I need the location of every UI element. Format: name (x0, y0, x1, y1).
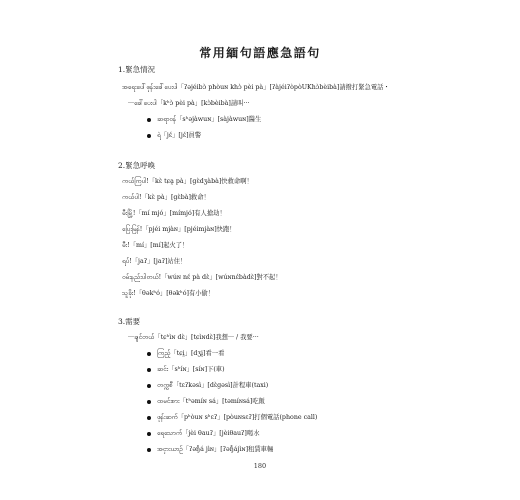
phrase-bullet-item (147, 444, 273, 455)
phrase-text: တက္ကစီ「tɛʔkəsì」[dɛ̀gəsì]計程車(taxi) (157, 382, 269, 389)
phrase-bullet-item (147, 348, 224, 359)
phrase-line: အရေးပေါ်ဖုန်းခေါ်ပေးပါ「ʔəjéibɔ̀ phòuɴ khɔ̀ pèi pà」[ʔàjéiʔòpòUKhɔ̀bèibà]請撥打緊急電話・ (122, 84, 390, 91)
bullet-icon (147, 448, 151, 452)
bullet-icon (147, 432, 151, 436)
phrase-text: ရဲ「jɛ́」[jɛ́]員警 (157, 132, 202, 139)
phrase-line: ကယ်ပါ!「kɛ̀ pà」[gɛ̀bà]救命！ (122, 194, 210, 201)
phrase-text: ဆရာဝန်「sʰəjàwuɴ」[sàjàwuɴ]醫生 (157, 116, 262, 123)
phrase-bullet-item (147, 396, 265, 407)
bullet-icon (147, 368, 151, 372)
phrase-bullet-item (147, 130, 201, 141)
phrase-line: ပြေးမြန်!「pjéi mjàɴ」[pjéimjàɴ]快跑！ (122, 226, 236, 233)
bullet-icon (147, 384, 151, 388)
phrase-line: မီးမြို့!「mí mjó」[mímjó]有人搶劫！ (122, 210, 226, 217)
phrase-text: ဖုန်းဆက်「pʰòuɴ sʰɛʔ」[pòuɴsɛʔ]打個電話(phone call) (157, 414, 318, 421)
section-heading-calls: 2.緊急呼喚 (118, 161, 156, 170)
phrase-text: ဆင်း「sʰíɴ」[síɴ]下(車) (157, 366, 225, 373)
phrase-bullet-item (147, 412, 317, 423)
page-number: 180 (253, 462, 267, 470)
phrase-bullet-item (147, 428, 260, 439)
phrase-line: ကယ်ကြပါ!「kɛ̀ tɕa̰ pà」[gɛ̀dʒàbà]快救命啊！ (122, 178, 253, 185)
phrase-text: ကြည့်「tɕḭ」[dʒḭ]看一看 (157, 350, 225, 357)
phrase-text: အငှားယာဉ်「ʔəŋ̊á jìɴ」[ʔəŋ̊ájìɴ]租賃車輛 (157, 446, 274, 453)
bullet-icon (147, 118, 151, 122)
bullet-icon (147, 134, 151, 138)
section-heading-needs: 3.需要 (118, 317, 141, 326)
bullet-icon (147, 400, 151, 404)
bullet-icon (147, 416, 151, 420)
phrase-line: ဝမ်းနည်းပါတယ်!「wúɴ nɛ́ pà dɛ̀」[wúɴnɛ́bàdɛ̀]對不起！ (122, 274, 282, 281)
section-heading-emergency: 1.緊急情況 (118, 65, 156, 74)
bullet-icon (147, 352, 151, 356)
phrase-line: မီး!「mí」[mí]起火了！ (122, 242, 189, 249)
phrase-line: ···ချင်တယ်「tɕʰìɴ dɛ̀」[tɕìɴdɛ̀]我想··· / 我要··· (128, 334, 259, 341)
phrase-bullet-item (147, 364, 225, 375)
page-title: 常用緬句語應急語句 (199, 46, 321, 60)
phrase-text: ရေသောက်「jèi θauʔ」[jèiθauʔ]喝水 (157, 430, 260, 437)
phrase-text: ထမင်းစား「tʰəmíɴ sá」[təmíɴsá]吃飯 (157, 398, 265, 405)
phrase-bullet-item (147, 114, 261, 125)
phrase-line: ···ခေါ်ပေးပါ「kʰɔ̀ pèi pà」[kɔ̀bèibà]請叫··· (128, 100, 250, 107)
phrase-line: သူခိုး!「θəkʰó」[θəkʰó]有小偷！ (122, 290, 215, 297)
phrase-bullet-item (147, 380, 268, 391)
phrase-line: ရပ်!「jaʔ」[jaʔ]站住！ (122, 258, 187, 265)
